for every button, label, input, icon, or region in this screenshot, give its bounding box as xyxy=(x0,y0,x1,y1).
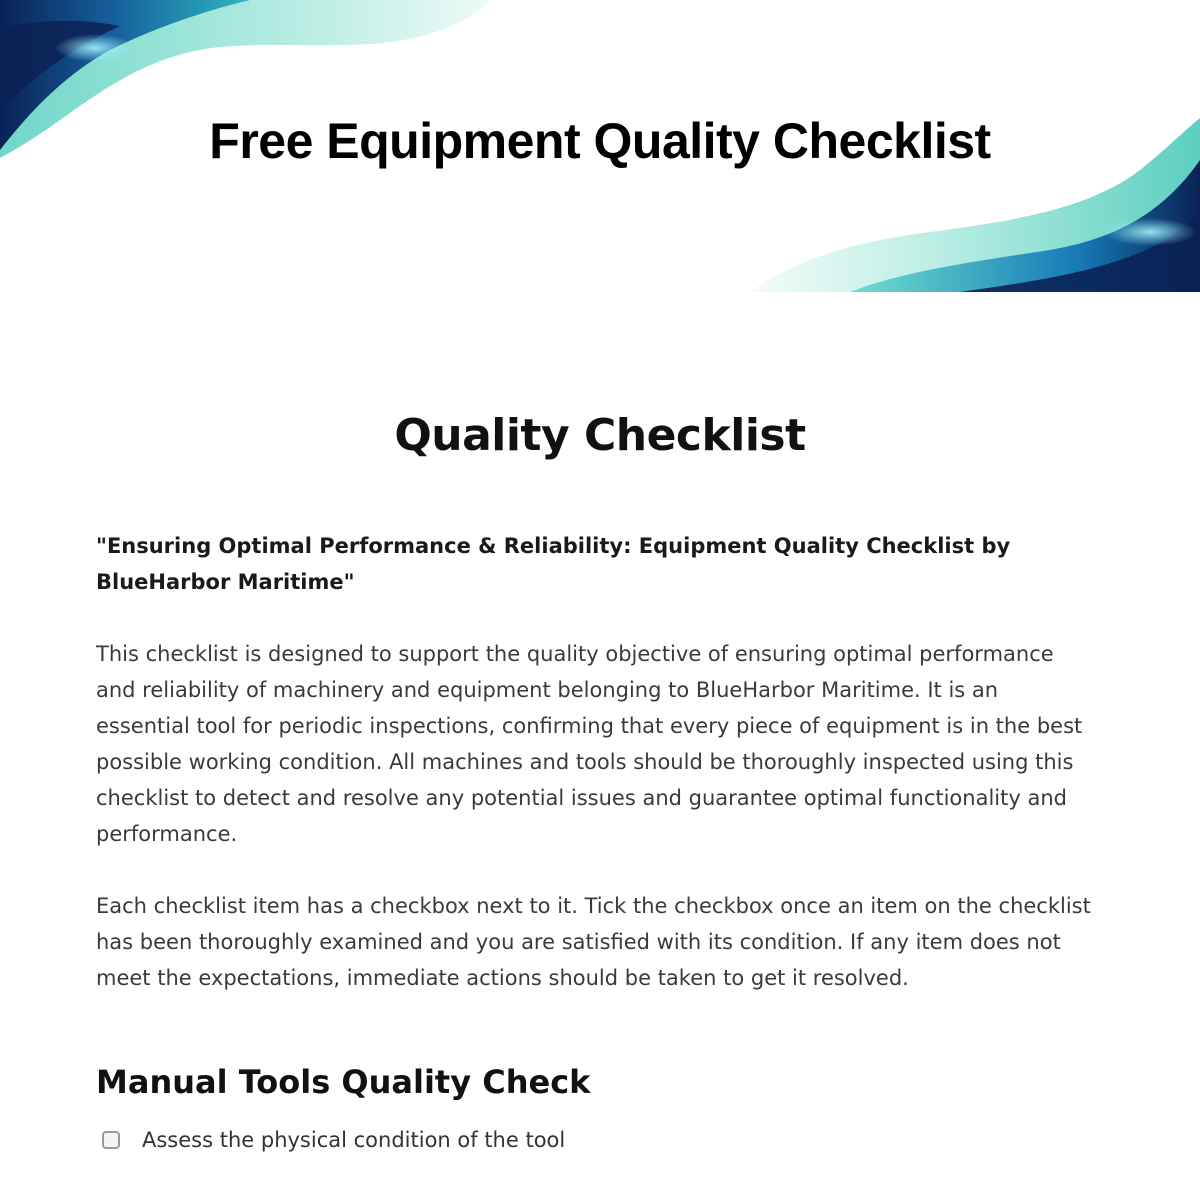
checklist-item[interactable] xyxy=(96,1120,1104,1160)
section-heading: Manual Tools Quality Check xyxy=(96,1063,591,1101)
document-tagline: "Ensuring Optimal Performance & Reliability: Equipment Quality Checklist by BlueHarbor Maritime" xyxy=(96,534,1011,594)
header-banner xyxy=(0,0,1200,292)
checklist-item-label: Assess the physical condition of the tool xyxy=(142,1128,566,1152)
document-body xyxy=(96,400,1104,1160)
checkbox[interactable] xyxy=(102,1131,120,1149)
intro-paragraph: This checklist is designed to support the quality objective of ensuring optimal performance and reliability of machinery and equipment belonging to BlueHarbor Maritime. It is an essential tool for periodic inspections, confirming that every piece of equipment is in the best possible working condition. All machines and tools should be thoroughly inspected using this checklist to detect and resolve any potential issues and guarantee optimal functionality and performance. xyxy=(96,642,1083,846)
banner-title: Free Equipment Quality Checklist xyxy=(209,113,991,169)
document-title: Quality Checklist xyxy=(394,410,806,461)
section-manual-tools xyxy=(96,1060,1104,1160)
instructions-paragraph: Each checklist item has a checkbox next to it. Tick the checkbox once an item on the checklist has been thoroughly examined and you are satisfied with its condition. If any item does not meet the expectations, immediate actions should be taken to get it resolved. xyxy=(96,894,1091,990)
checklist xyxy=(96,1120,1104,1160)
